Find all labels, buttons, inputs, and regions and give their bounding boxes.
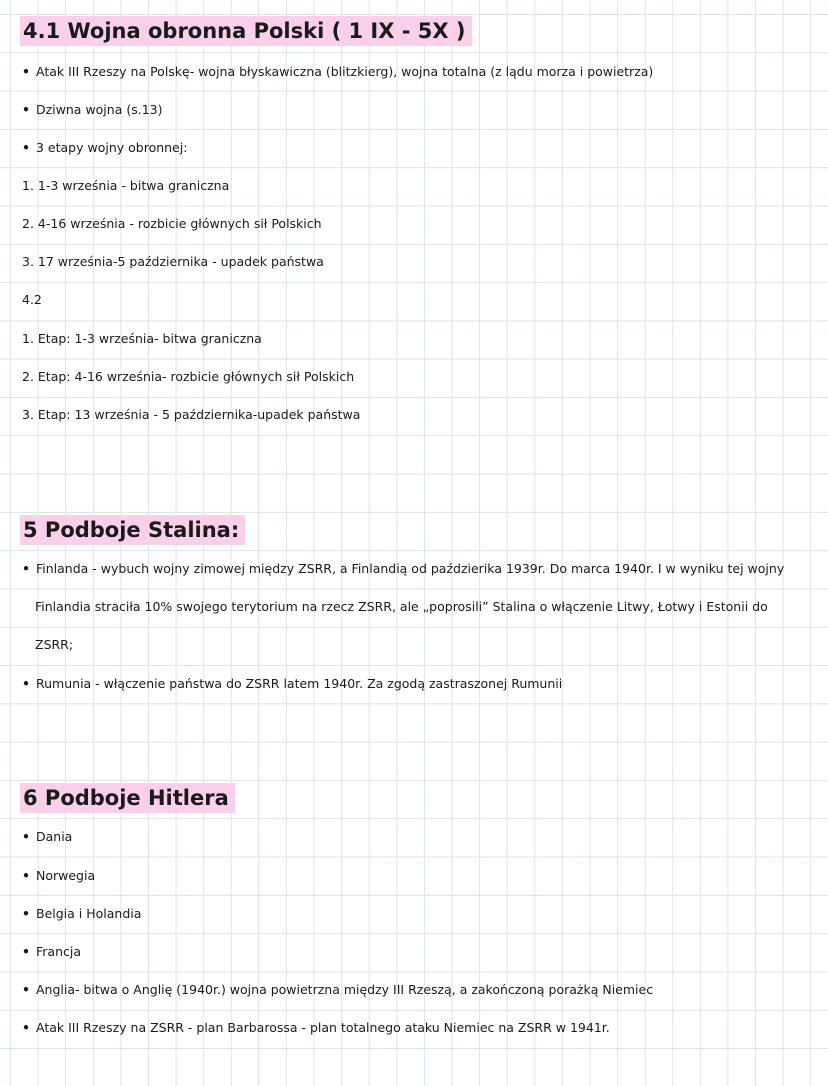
numbered-item: 2. Etap: 4-16 września- rozbicie głównych sił Polskich [22, 369, 355, 384]
bullet-item: • Dania [22, 829, 72, 845]
bullet-item: • Atak III Rzeszy na Polskę- wojna błyskawiczna (blitzkierg), wojna totalna (z lądu morza i powietrza) [22, 64, 653, 80]
bullet-item: • Anglia- bitwa o Anglię (1940r.) wojna powietrzna między III Rzeszą, a zakończoną porażką Niemiec [22, 982, 653, 998]
numbered-item: 3. 17 września-5 października - upadek państwa [22, 254, 324, 269]
bullet-continuation: ZSRR; [35, 637, 74, 652]
numbered-item: 2. 4-16 września - rozbicie głównych sił Polskich [22, 216, 322, 231]
bullet-item: • 3 etapy wojny obronnej: [22, 140, 187, 156]
bullet-item: • Finlanda - wybuch wojny zimowej między ZSRR, a Finlandią od paździerika 1939r. Do marca 1940r. I w wyniku tej wojny [22, 561, 784, 577]
bullet-item: • Atak III Rzeszy na ZSRR - plan Barbarossa - plan totalnego ataku Niemiec na ZSRR w 1941r. [22, 1020, 610, 1036]
bullet-continuation: Finlandia straciła 10% swojego terytorium na rzecz ZSRR, ale „poprosili” Stalina o włączenie Litwy, Łotwy i Estonii do [35, 599, 768, 614]
bullet-item: • Belgia i Holandia [22, 906, 141, 922]
bullet-item: • Francja [22, 944, 81, 960]
numbered-item: 1. Etap: 1-3 września- bitwa graniczna [22, 331, 262, 346]
subsection-label: 4.2 [22, 292, 42, 307]
section-heading: 6 Podboje Hitlera [20, 783, 235, 813]
numbered-item: 1. 1-3 września - bitwa graniczna [22, 178, 230, 193]
numbered-item: 3. Etap: 13 września - 5 października-upadek państwa [22, 407, 361, 422]
section-heading: 5 Podboje Stalina: [20, 515, 245, 545]
section-heading: 4.1 Wojna obronna Polski ( 1 IX - 5X ) [20, 16, 472, 46]
bullet-item: • Norwegia [22, 868, 95, 884]
bullet-item: • Dziwna wojna (s.13) [22, 102, 162, 118]
bullet-item: • Rumunia - włączenie państwa do ZSRR latem 1940r. Za zgodą zastraszonej Rumunii [22, 676, 562, 692]
